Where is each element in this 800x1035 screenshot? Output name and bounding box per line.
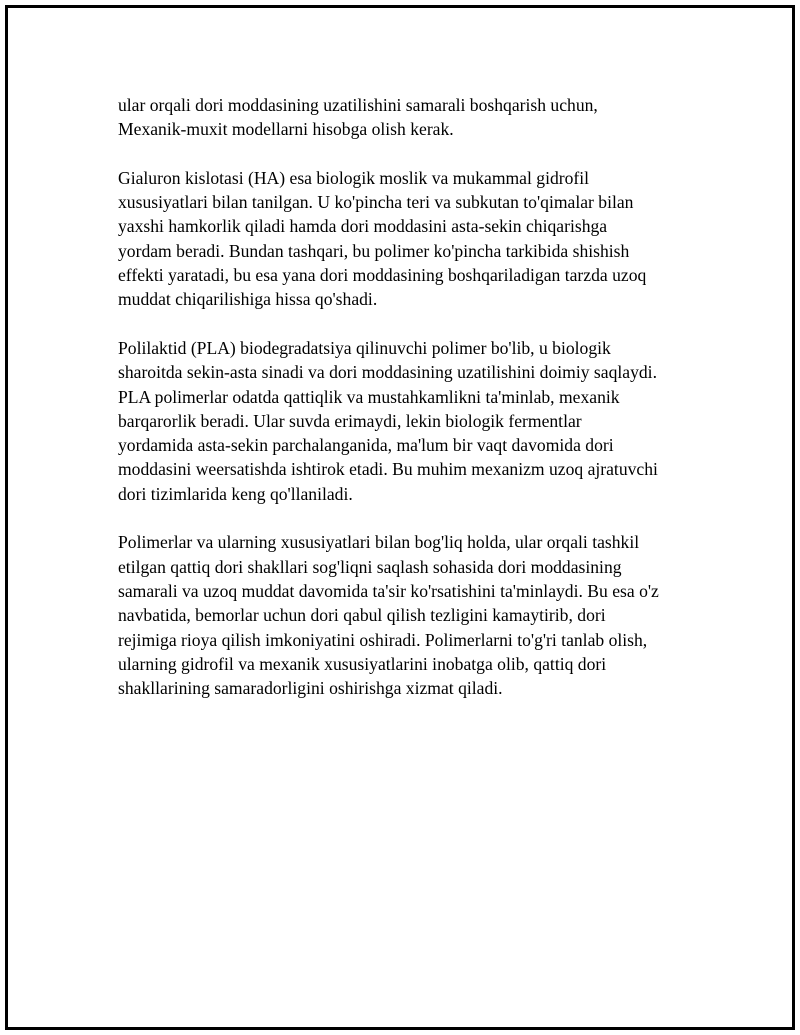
paragraph bbox=[118, 93, 698, 142]
text-line: Mexanik-muxit modellarni hisobga olish kerak. bbox=[118, 119, 454, 140]
text-line: Polilaktid (PLA) biodegradatsiya qilinuvchi polimer bo'lib, u biologik bbox=[118, 337, 611, 358]
document-body bbox=[118, 93, 698, 725]
text-line: dori tizimlarida keng qo'llaniladi. bbox=[118, 483, 353, 504]
text-line: ular orqali dori moddasining uzatilishini samarali boshqarish uchun, bbox=[118, 95, 598, 115]
text-line: yordam beradi. Bundan tashqari, bu polimer ko'pincha tarkibida shishish bbox=[118, 240, 630, 261]
text-line: rejimiga rioya qilish imkoniyatini oshiradi. Polimerlarni to'g'ri tanlab olish, bbox=[118, 629, 648, 650]
text-line: Gialuron kislotasi (HA) esa biologik moslik va mukammal gidrofil bbox=[118, 167, 590, 188]
paragraph bbox=[118, 336, 698, 506]
text-line: Polimerlar va ularning xususiyatlari bilan bog'liq holda, ular orqali tashkil bbox=[118, 532, 640, 553]
text-line: shakllarining samaradorligini oshirishga xizmat qiladi. bbox=[118, 678, 503, 699]
text-line: yaxshi hamkorlik qiladi hamda dori moddasini asta-sekin chiqarishga bbox=[118, 216, 608, 237]
text-line: PLA polimerlar odatda qattiqlik va mustahkamlikni ta'minlab, mexanik bbox=[118, 386, 620, 407]
text-line: ularning gidrofil va mexanik xususiyatlarini inobatga olib, qattiq dori bbox=[118, 653, 607, 674]
text-line: yordamida asta-sekin parchalanganida, ma'lum bir vaqt davomida dori bbox=[118, 435, 614, 456]
text-line: barqarorlik beradi. Ular suvda erimaydi, lekin biologik fermentlar bbox=[118, 410, 582, 431]
text-line: muddat chiqarilishiga hissa qo'shadi. bbox=[118, 289, 378, 310]
text-line: effekti yaratadi, bu esa yana dori moddasining boshqariladigan tarzda uzoq bbox=[118, 265, 647, 286]
text-line: samarali va uzoq muddat davomida ta'sir ko'rsatishini ta'minlaydi. Bu esa o'z bbox=[118, 580, 659, 601]
paragraph bbox=[118, 166, 698, 312]
text-line: moddasini weersatishda ishtirok etadi. Bu muhim mexanizm uzoq ajratuvchi bbox=[118, 459, 658, 480]
text-line: sharoitda sekin-asta sinadi va dori moddasining uzatilishini doimiy saqlaydi. bbox=[118, 362, 657, 383]
text-line: navbatida, bemorlar uchun dori qabul qilish tezligini kamaytirib, dori bbox=[118, 605, 606, 626]
paragraph bbox=[118, 530, 698, 700]
text-line: xususiyatlari bilan tanilgan. U ko'pincha teri va subkutan to'qimalar bilan bbox=[118, 192, 634, 213]
text-line: etilgan qattiq dori shakllari sog'liqni saqlash sohasida dori moddasining bbox=[118, 556, 622, 577]
